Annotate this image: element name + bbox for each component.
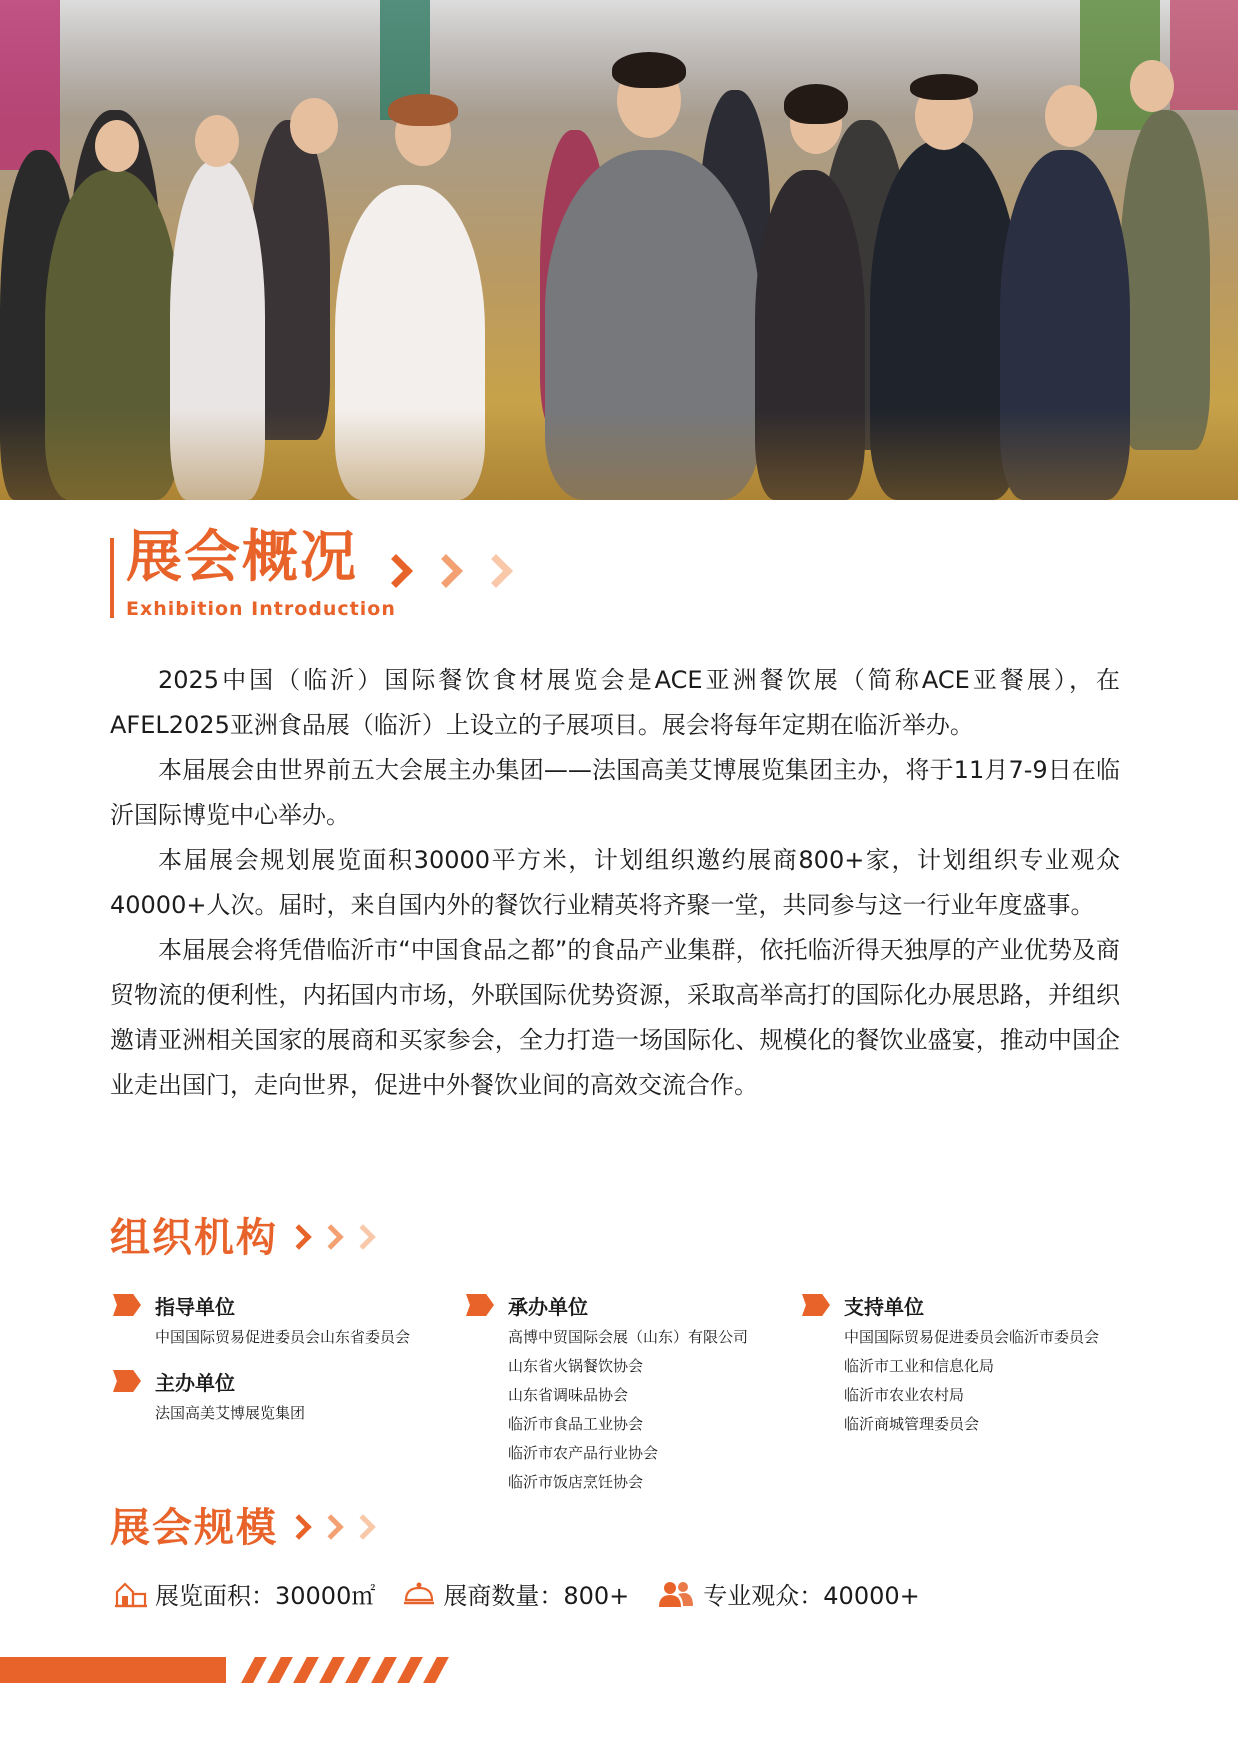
footer-stripe — [241, 1657, 267, 1683]
org-label: 主办单位 — [155, 1370, 235, 1395]
intro-paragraph: 本届展会将凭借临沂市“中国食品之都”的食品产业集群，依托临沂得天独厚的产业优势及商贸物流的便利性，内拓国内市场，外联国际优势资源，采取高举高打的国际化办展思路，并组织邀请亚洲相关国家的展商和买家参会，全力打造一场国际化、规模化的餐饮业盛宴，推动中国企业走出国门，走向世界，促进中外餐饮业间的高效交流合作。 — [110, 936, 1120, 1099]
section-title-organization: 组织机构 — [110, 1215, 278, 1261]
chevron-right-icon — [286, 1224, 311, 1249]
org-item: 临沂市饭店烹饪协会 — [508, 1473, 644, 1491]
org-item: 法国高美艾博展览集团 — [155, 1404, 306, 1422]
footer-stripe — [319, 1657, 345, 1683]
flag-icon — [113, 1370, 141, 1392]
org-label: 支持单位 — [844, 1294, 924, 1319]
stat-exhibitors — [403, 1576, 629, 1611]
org-label: 承办单位 — [508, 1294, 588, 1319]
footer-stripe — [371, 1657, 397, 1683]
chevron-right-icon — [350, 1514, 375, 1539]
org-support — [802, 1290, 1099, 1439]
org-item: 中国国际贸易促进委员会临沂市委员会 — [844, 1328, 1100, 1346]
footer-accent-bar — [0, 1657, 226, 1683]
flag-icon — [802, 1294, 830, 1316]
hero-photo — [0, 0, 1238, 500]
org-item: 临沂市农业农村局 — [844, 1386, 965, 1404]
intro-paragraph: 本届展会由世界前五大会展主办集团——法国高美艾博展览集团主办，将于11月7-9日在临沂国际博览中心举办。 — [110, 756, 1120, 829]
org-item: 临沂市食品工业协会 — [508, 1415, 644, 1433]
org-label: 指导单位 — [155, 1294, 235, 1319]
chevron-right-icon — [379, 554, 413, 588]
stat-area-label: 展览面积：30000㎡ — [155, 1582, 376, 1610]
footer-stripe — [397, 1657, 423, 1683]
building-icon — [115, 1580, 147, 1608]
flag-icon — [466, 1294, 494, 1316]
stat-visitors — [657, 1576, 919, 1611]
org-organizer — [466, 1290, 748, 1497]
org-item: 临沂市工业和信息化局 — [844, 1357, 995, 1375]
footer-stripe — [345, 1657, 371, 1683]
dish-icon — [403, 1580, 435, 1608]
org-host — [113, 1366, 305, 1428]
section-title-scale: 展会规模 — [110, 1505, 278, 1551]
intro-paragraph: 本届展会规划展览面积30000平方米，计划组织邀约展商800+家，计划组织专业观众40000+人次。届时，来自国内外的餐饮行业精英将齐聚一堂，共同参与这一行业年度盛事。 — [110, 846, 1120, 919]
chevron-right-icon — [286, 1514, 311, 1539]
stat-visitors-label: 专业观众：40000+ — [703, 1582, 920, 1610]
title-accent-bar — [110, 538, 114, 618]
chevron-right-icon — [350, 1224, 375, 1249]
org-guiding — [113, 1290, 410, 1352]
org-item: 高博中贸国际会展（山东）有限公司 — [508, 1328, 749, 1346]
org-item: 中国国际贸易促进委员会山东省委员会 — [155, 1328, 411, 1346]
org-item: 临沂市农产品行业协会 — [508, 1444, 659, 1462]
chevron-right-icon — [479, 554, 513, 588]
intro-paragraphs — [110, 658, 1120, 1108]
org-item: 临沂商城管理委员会 — [844, 1415, 980, 1433]
scale-stats — [115, 1576, 948, 1611]
footer-stripe — [267, 1657, 293, 1683]
chevron-right-icon — [318, 1224, 343, 1249]
section-subtitle-intro: Exhibition Introduction — [126, 598, 396, 620]
flag-icon — [113, 1294, 141, 1316]
footer-stripe — [293, 1657, 319, 1683]
org-item: 山东省火锅餐饮协会 — [508, 1357, 644, 1375]
stat-area — [115, 1576, 375, 1611]
stat-exhibitors-label: 展商数量：800+ — [443, 1582, 630, 1610]
org-item: 山东省调味品协会 — [508, 1386, 629, 1404]
booth-banner — [1170, 0, 1238, 110]
chevron-right-icon — [318, 1514, 343, 1539]
footer-stripe — [423, 1657, 449, 1683]
section-title-intro: 展会概况 — [126, 525, 358, 590]
booth-banner — [0, 0, 60, 170]
intro-paragraph: 2025中国（临沂）国际餐饮食材展览会是ACE亚洲餐饮展（简称ACE亚餐展），在AFEL2025亚洲食品展（临沂）上设立的子展项目。展会将每年定期在临沂举办。 — [110, 666, 1120, 739]
chevron-right-icon — [429, 554, 463, 588]
people-icon — [657, 1580, 695, 1608]
